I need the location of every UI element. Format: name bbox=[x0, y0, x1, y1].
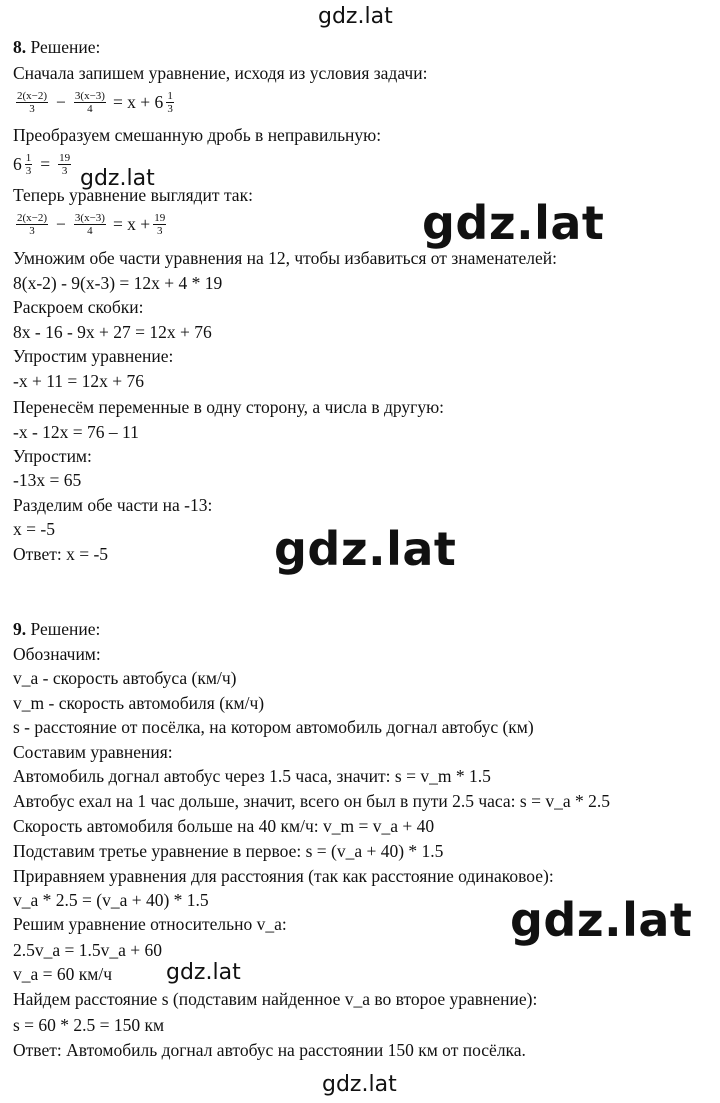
task9-line-13: 2.5v_a = 1.5v_a + 60 bbox=[13, 940, 163, 960]
fraction-numerator: 19 bbox=[59, 151, 71, 164]
fraction-numerator: 3(x−3) bbox=[74, 211, 105, 224]
task9-line-11: v_a * 2.5 = (v_a + 40) * 1.5 bbox=[13, 890, 209, 910]
whole-number: 6 bbox=[13, 153, 22, 174]
task8-line-4: Умножим обе части уравнения на 12, чтобы избавиться от знаменателей: bbox=[13, 248, 558, 268]
task8-equation-2 bbox=[13, 144, 74, 184]
fraction bbox=[16, 212, 48, 237]
fraction-denominator: 3 bbox=[167, 102, 173, 115]
equals-sign: = bbox=[40, 153, 51, 174]
fraction-numerator: 1 bbox=[25, 151, 32, 164]
task8-line-7: 8x - 16 - 9x + 27 = 12x + 76 bbox=[13, 322, 212, 342]
task9-number: 9. bbox=[13, 619, 27, 639]
task9-heading-text: Решение: bbox=[26, 619, 101, 639]
fraction bbox=[58, 152, 71, 177]
task9-line-7: Автобус ехал на 1 час дольше, значит, всего он был в пути 2.5 часа: s = v_a * 2.5 bbox=[13, 791, 610, 811]
task9-line-14: v_a = 60 км/ч bbox=[13, 964, 113, 984]
fraction bbox=[74, 212, 106, 237]
task9-line-2: v_a - скорость автобуса (км/ч) bbox=[13, 668, 237, 688]
task9-line-10: Приравняем уравнения для расстояния (так как расстояние одинаковое): bbox=[13, 866, 554, 886]
task9-answer: Ответ: Автомобиль догнал автобус на расстоянии 150 км от посёлка. bbox=[13, 1040, 526, 1060]
task8-line-14: Разделим обе части на -13: bbox=[13, 495, 213, 515]
task8-line-11: -x - 12x = 76 – 11 bbox=[13, 422, 139, 442]
task9-line-12: Решим уравнение относительно v_a: bbox=[13, 914, 287, 934]
task8-heading bbox=[13, 36, 100, 58]
watermark-big-1: gdz.lat bbox=[422, 196, 605, 250]
task8-number: 8. bbox=[13, 37, 27, 57]
task8-answer: Ответ: x = -5 bbox=[13, 544, 109, 564]
task9-heading bbox=[13, 618, 100, 640]
fraction-numerator: 2(x−2) bbox=[17, 89, 48, 102]
fraction-denominator: 3 bbox=[29, 224, 35, 237]
watermark-big-3: gdz.lat bbox=[510, 893, 693, 947]
fraction-denominator: 3 bbox=[29, 102, 35, 115]
equation-rhs: = x + bbox=[112, 213, 151, 234]
task8-line-9: -x + 11 = 12x + 76 bbox=[13, 371, 145, 391]
fraction-denominator: 3 bbox=[61, 164, 68, 177]
fraction bbox=[74, 90, 106, 115]
task8-line-10: Перенесём переменные в одну сторону, а числа в другую: bbox=[13, 397, 445, 417]
task9-line-1: Обозначим: bbox=[13, 644, 101, 664]
task9-line-5: Составим уравнения: bbox=[13, 742, 173, 762]
minus-sign: − bbox=[56, 213, 66, 234]
task8-line-5: 8(x-2) - 9(x-3) = 12x + 4 * 19 bbox=[13, 273, 223, 293]
watermark-mid2-small: gdz.lat bbox=[166, 960, 241, 985]
fraction-denominator: 4 bbox=[87, 224, 93, 237]
fraction-numerator: 1 bbox=[167, 89, 173, 102]
fraction-numerator: 19 bbox=[154, 211, 166, 224]
fraction bbox=[16, 90, 48, 115]
task8-line-13: -13x = 65 bbox=[13, 470, 82, 490]
fraction bbox=[153, 212, 166, 237]
task8-line-3: Теперь уравнение выглядит так: bbox=[13, 185, 253, 205]
fraction-denominator: 3 bbox=[156, 224, 163, 237]
fraction bbox=[25, 152, 33, 177]
task8-line-2: Преобразуем смешанную дробь в неправильную: bbox=[13, 125, 382, 145]
minus-sign: − bbox=[56, 91, 66, 112]
task8-equation-1 bbox=[13, 82, 177, 122]
task8-line-8: Упростим уравнение: bbox=[13, 346, 174, 366]
task8-equation-3 bbox=[13, 204, 169, 244]
watermark-big-2: gdz.lat bbox=[274, 522, 457, 576]
watermark-top: gdz.lat bbox=[318, 4, 393, 29]
task9-line-8: Скорость автомобиля больше на 40 км/ч: v_m = v_a + 40 bbox=[13, 816, 435, 836]
fraction-numerator: 2(x−2) bbox=[17, 211, 48, 224]
task9-line-16: s = 60 * 2.5 = 150 км bbox=[13, 1015, 165, 1035]
watermark-mid-small: gdz.lat bbox=[80, 166, 155, 191]
task9-line-4: s - расстояние от посёлка, на котором автомобиль догнал автобус (км) bbox=[13, 717, 534, 737]
fraction-denominator: 4 bbox=[87, 102, 93, 115]
fraction-denominator: 3 bbox=[25, 164, 32, 177]
task8-line-6: Раскроем скобки: bbox=[13, 297, 144, 317]
task9-line-15: Найдем расстояние s (подставим найденное v_a во второе уравнение): bbox=[13, 989, 538, 1009]
fraction-numerator: 3(x−3) bbox=[74, 89, 105, 102]
task8-line-1: Сначала запишем уравнение, исходя из условия задачи: bbox=[13, 63, 428, 83]
watermark-bottom: gdz.lat bbox=[322, 1072, 397, 1097]
fraction bbox=[166, 90, 174, 115]
equation-rhs: = x + 6 bbox=[112, 91, 164, 112]
task9-line-6: Автомобиль догнал автобус через 1.5 часа, значит: s = v_m * 1.5 bbox=[13, 766, 491, 786]
task9-line-3: v_m - скорость автомобиля (км/ч) bbox=[13, 693, 265, 713]
task9-line-9: Подставим третье уравнение в первое: s = (v_a + 40) * 1.5 bbox=[13, 841, 444, 861]
task8-heading-text: Решение: bbox=[26, 37, 101, 57]
task8-line-15: x = -5 bbox=[13, 519, 55, 539]
task8-line-12: Упростим: bbox=[13, 446, 92, 466]
